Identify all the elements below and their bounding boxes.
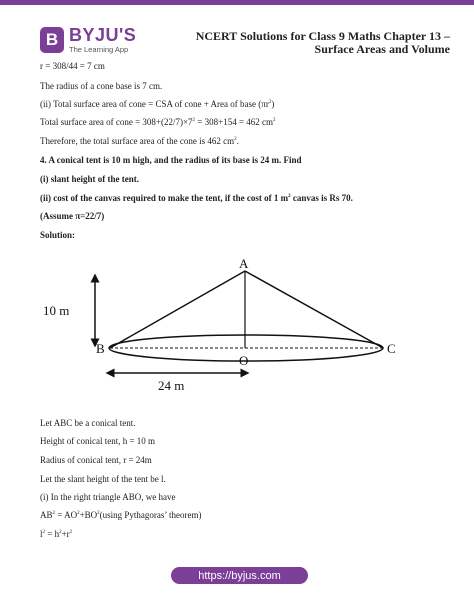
text-radius: Radius of conical tent, r = 24m: [40, 455, 152, 465]
text-radius-statement: The radius of a cone base is 7 cm.: [40, 81, 163, 91]
header-title-line-1: NCERT Solutions for Class 9 Maths Chapter 13 –: [195, 29, 450, 43]
text-right-triangle: (i) In the right triangle ABO, we have: [40, 492, 176, 502]
text-height: Height of conical tent, h = 10 m: [40, 436, 156, 446]
question-4-part-2: (ii) cost of the canvas required to make the tent, if the cost of 1 $m^2$ canvas is Rs 70.: [40, 193, 353, 203]
text-slant-height: Let the slant height of the tent be l.: [40, 474, 166, 484]
text-tsa-result: Therefore, the total surface area of the cone is 462 $cm^2$.: [40, 136, 239, 146]
question-4-statement: 4. A conical tent is 10 m high, and the radius of its base is 24 m. Find: [40, 155, 302, 165]
base-radius-label: 24 m: [158, 378, 185, 393]
top-accent-bar: [0, 0, 474, 5]
page-header-title: [196, 30, 450, 56]
website-link-button[interactable]: https://byjus.com: [171, 567, 308, 584]
text-let-abc: Let ABC be a conical tent.: [40, 418, 136, 428]
header-title-line-2: Surface Areas and Volume: [314, 42, 450, 56]
assumption-note: (Assume π=22/7): [40, 211, 105, 221]
byjus-logo[interactable]: [40, 23, 136, 57]
text-pythagoras: $AB^2 = AO^2+BO^2(using$ Pythagoras’ theorem): [40, 510, 202, 520]
vertex-label-c: C: [387, 341, 396, 356]
text-tsa-calc: Total surface area of cone = $308+(22/7)\times 7^2 = 308+154 = 462$ $cm^2$: [40, 117, 276, 127]
question-4-part-1: (i) slant height of the tent.: [40, 174, 139, 184]
vertex-label-b: B: [96, 341, 105, 356]
logo-name: BYJU'S: [69, 25, 137, 46]
height-label: 10 m: [43, 303, 70, 318]
text-tsa-formula: (ii) Total surface area of cone = CSA of cone + Area of base $(\pi r^2)$: [40, 99, 275, 109]
logo-mark: B: [40, 27, 64, 53]
text-r-value: r = 308/44 = 7 cm: [40, 61, 105, 71]
logo-tagline: The Learning App: [69, 45, 129, 55]
center-label-o: O: [239, 353, 249, 368]
solution-heading: Solution:: [40, 230, 76, 240]
conical-tent-figure: [40, 253, 410, 393]
vertex-label-a: A: [239, 256, 249, 271]
text-l-squared: $l^2 = h^2+r^2$: [40, 529, 73, 539]
